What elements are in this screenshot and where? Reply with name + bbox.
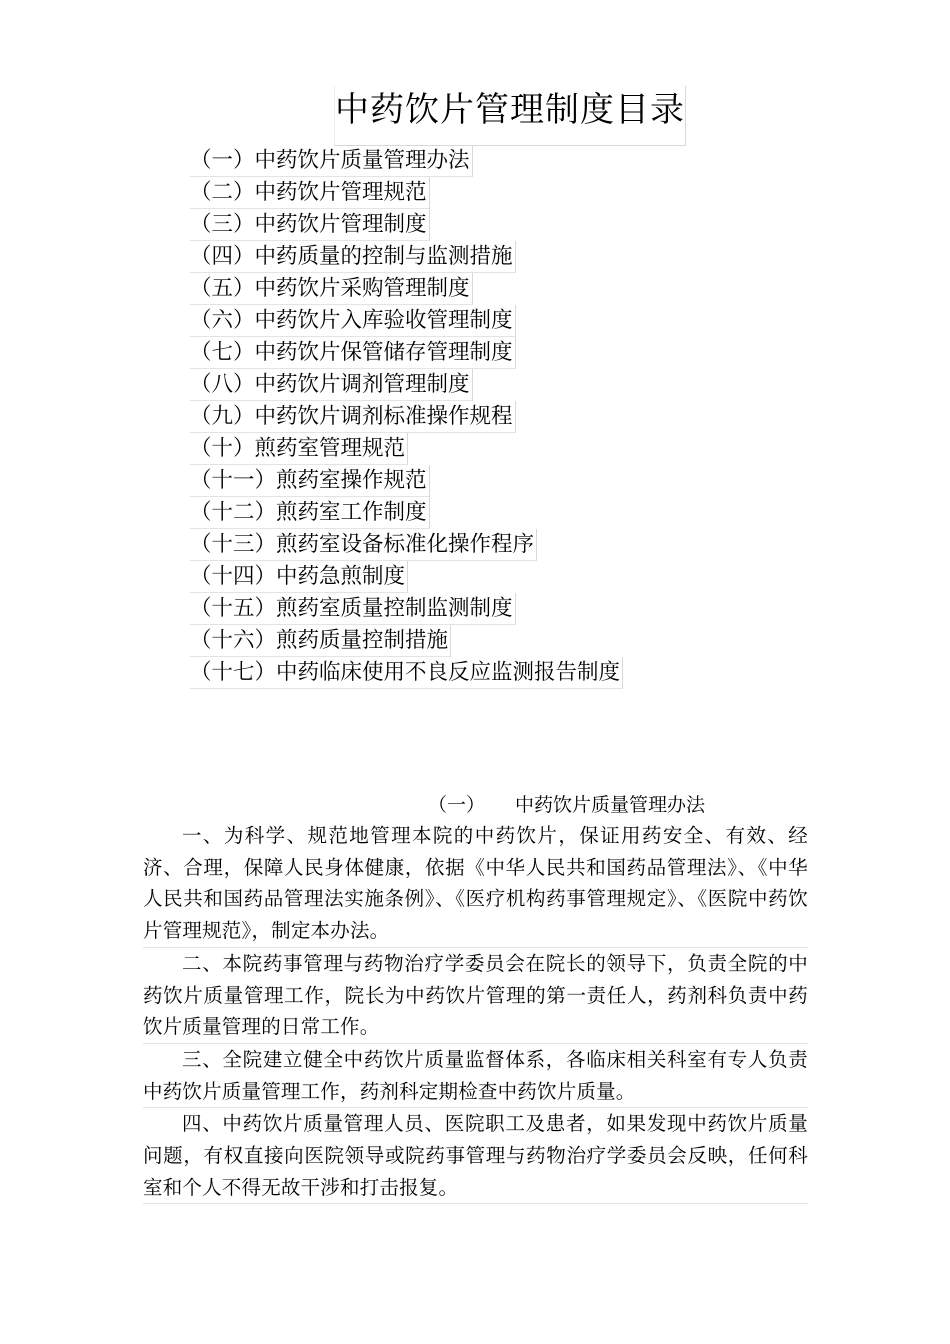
toc-item-6 bbox=[190, 305, 623, 337]
section-body bbox=[143, 820, 808, 1204]
toc-item-label: （四）中药质量的控制与监测措施 bbox=[190, 241, 516, 273]
toc-item-label: （十四）中药急煎制度 bbox=[190, 561, 408, 593]
toc-item-5 bbox=[190, 273, 623, 305]
toc-item-15 bbox=[190, 593, 623, 625]
page-title: 中药饮片管理制度目录 bbox=[334, 86, 686, 146]
toc-item-13 bbox=[190, 529, 623, 561]
section-heading bbox=[428, 788, 705, 822]
toc-item-4 bbox=[190, 241, 623, 273]
toc-item-label: （十三）煎药室设备标准化操作程序 bbox=[190, 529, 537, 561]
toc-item-label: （十七）中药临床使用不良反应监测报告制度 bbox=[190, 657, 623, 689]
toc-item-label: （二）中药饮片管理规范 bbox=[190, 177, 430, 209]
paragraph-1: 一、为科学、规范地管理本院的中药饮片，保证用药安全、有效、经济、合理，保障人民身体健康，依据《中华人民共和国药品管理法》、《中华人民共和国药品管理法实施条例》、《医疗机构药事管理规定》、《医院中药饮片管理规范》，制定本办法。 bbox=[143, 820, 808, 948]
toc-item-8 bbox=[190, 369, 623, 401]
toc-item-16 bbox=[190, 625, 623, 657]
paragraph-4: 四、中药饮片质量管理人员、医院职工及患者，如果发现中药饮片质量问题，有权直接向医院领导或院药事管理与药物治疗学委员会反映，任何科室和个人不得无故干涉和打击报复。 bbox=[143, 1108, 808, 1204]
toc-item-9 bbox=[190, 401, 623, 433]
table-of-contents bbox=[190, 145, 623, 689]
toc-item-7 bbox=[190, 337, 623, 369]
toc-item-11 bbox=[190, 465, 623, 497]
toc-item-label: （八）中药饮片调剂管理制度 bbox=[190, 369, 473, 401]
toc-item-17 bbox=[190, 657, 623, 689]
toc-item-label: （九）中药饮片调剂标准操作规程 bbox=[190, 401, 516, 433]
section-number: （一） bbox=[428, 794, 486, 816]
toc-item-label: （十一）煎药室操作规范 bbox=[190, 465, 430, 497]
toc-item-label: （十二）煎药室工作制度 bbox=[190, 497, 430, 529]
paragraph-2: 二、本院药事管理与药物治疗学委员会在院长的领导下，负责全院的中药饮片质量管理工作，院长为中药饮片管理的第一责任人，药剂科负责中药饮片质量管理的日常工作。 bbox=[143, 948, 808, 1044]
toc-item-1 bbox=[190, 145, 623, 177]
toc-item-label: （十五）煎药室质量控制监测制度 bbox=[190, 593, 516, 625]
toc-item-label: （七）中药饮片保管储存管理制度 bbox=[190, 337, 516, 369]
section-title: 中药饮片质量管理办法 bbox=[515, 794, 706, 816]
toc-item-label: （五）中药饮片采购管理制度 bbox=[190, 273, 473, 305]
toc-item-12 bbox=[190, 497, 623, 529]
paragraph-3: 三、全院建立健全中药饮片质量监督体系，各临床相关科室有专人负责中药饮片质量管理工作，药剂科定期检查中药饮片质量。 bbox=[143, 1044, 808, 1108]
toc-item-label: （六）中药饮片入库验收管理制度 bbox=[190, 305, 516, 337]
toc-item-14 bbox=[190, 561, 623, 593]
toc-item-3 bbox=[190, 209, 623, 241]
toc-item-2 bbox=[190, 177, 623, 209]
toc-item-label: （三）中药饮片管理制度 bbox=[190, 209, 430, 241]
toc-item-label: （十六）煎药质量控制措施 bbox=[190, 625, 451, 657]
toc-item-10 bbox=[190, 433, 623, 465]
toc-item-label: （一）中药饮片质量管理办法 bbox=[190, 145, 473, 177]
toc-item-label: （十）煎药室管理规范 bbox=[190, 433, 408, 465]
